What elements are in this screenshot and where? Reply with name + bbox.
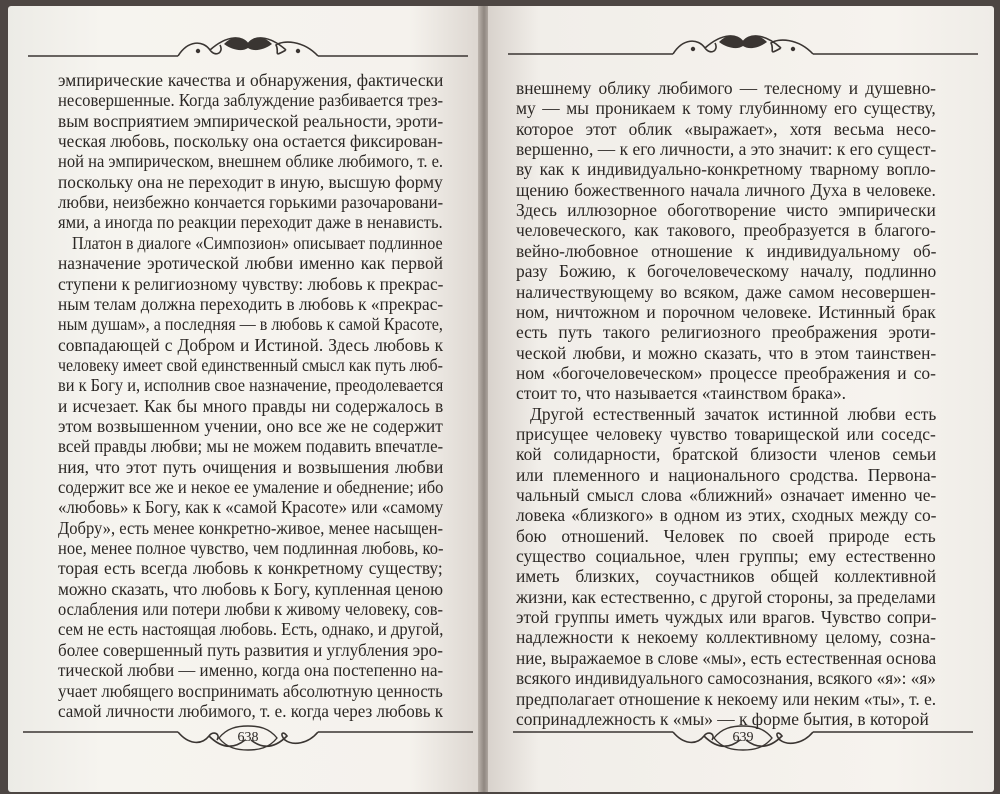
text-line: и исчезает. Как бы много правды ни содержалось в	[58, 395, 444, 416]
text-line: стоит то, что называется «таинством брака».	[516, 383, 847, 404]
text-line: ния, что этот путь очищения и возвышения любви	[58, 456, 444, 477]
text-line: всякого индивидуального самосознания, всякого «я»: «я»	[516, 668, 936, 689]
text-line: ческой любви, и можно сказать, что в этом таинствен-	[516, 342, 937, 363]
text-line: ями, а иногда по реакции переходит даже в ненависть.	[58, 212, 443, 233]
text-line: человеческого, как такового, преобразуется в благого-	[516, 220, 936, 241]
text-line: Платон в диалоге «Симпозион» описывает подлинное	[72, 232, 443, 253]
text-line: вейно-любовное отношение к индивидуальному об-	[516, 240, 937, 261]
text-line: ступени к религиозному чувству: любовь к прекрас-	[58, 273, 444, 294]
text-line: назначение эротической любви именно как первой	[58, 253, 444, 274]
right-page	[488, 6, 994, 792]
text-line: содержит все же и некое ее умаление и обеднение; ибо	[58, 477, 444, 497]
text-line: ослабления или потери любви к живому человеку, сов-	[58, 599, 444, 620]
text-line: предполагает отношение к некоему или неким «ты», т. е.	[516, 688, 937, 709]
text-line: бою отношений. Человек по своей природе есть	[516, 525, 936, 546]
text-line: учает любящего воспринимать абсолютную ценность	[58, 680, 443, 701]
text-line: Здесь иллюзорное обоготворение чисто эмпирически	[516, 200, 936, 221]
left-page	[8, 6, 480, 792]
text-line: существо социальное, член группы; ему естественно	[516, 546, 936, 567]
text-line: которое этот облик «выражает», хотя весьма несо-	[516, 118, 937, 139]
text-line: иметь близких, соучастников общей коллективной	[516, 566, 937, 587]
text-line: или племенного и национального сродства. Первона-	[516, 464, 937, 485]
text-line: есть путь такого религиозного преображения эроти-	[516, 322, 936, 343]
text-line: надлежности к некоему коллективному целому, созна-	[516, 627, 936, 648]
text-line: ловека «близкого» в одном из этих, сходных между со-	[516, 505, 937, 526]
text-line: присущее человеку чувство товарищеской или соседс-	[516, 423, 936, 444]
text-line: кой солидарности, братской близости членов семьи	[516, 444, 937, 465]
text-line: любви, неизбежно кончается горькими разочаровани-	[58, 192, 444, 213]
text-line: ной на эмпирическом, внешнем облике любимого, т. е.	[58, 151, 444, 172]
text-line: торая есть всегда любовь к конкретному существу;	[58, 558, 443, 579]
text-line: наличествующему во всяком, даже самом несовершен-	[516, 281, 936, 302]
text-line: тической любви — именно, когда она постепенно на-	[58, 660, 444, 681]
text-line: совпадающей с Добром и Истиной. Здесь любовь к	[58, 334, 444, 355]
text-line: ческая любовь, поскольку она остается фиксирован-	[58, 131, 443, 152]
text-line: сем не есть настоящая любовь. Есть, однако, и другой,	[58, 619, 444, 640]
text-line: ви к Богу и, исполнив свое назначение, преодолевается	[58, 375, 444, 396]
text-line: му — мы проникаем к тому глубинному его существу,	[516, 98, 936, 119]
text-line: вершенно, — к его личности, а это значит: к его сущест-	[516, 139, 937, 160]
text-line: ние, выражаемое в слове «мы», есть естественная основа	[516, 647, 937, 668]
page-number: 639	[732, 730, 754, 745]
text-line: всей правды любви; мы не можем подавить впечатле-	[58, 436, 444, 457]
text-line: ное, менее полное чувство, чем подлинная любовь, ко-	[58, 538, 444, 559]
text-line: ном «богочеловеческом» процессе преображения и со-	[516, 362, 936, 383]
text-line: ву как к индивидуально-конкретному тварному вопло-	[516, 159, 936, 180]
text-line: Добру», есть менее конкретно-живое, менее насыщен-	[58, 517, 443, 538]
text-line: более совершенный путь развития и углубления эро-	[58, 639, 443, 660]
text-line: ным телам должна переходить в любовь к «прекрас-	[58, 293, 444, 314]
text-line: поскольку она не переходит в иную, высшую форму	[58, 171, 443, 192]
text-line: этом возвышенном учении, оно все же не содержит	[58, 415, 443, 436]
text-line: эмпирические качества и обнаружения, фактически	[58, 70, 444, 90]
page-number: 638	[237, 730, 259, 745]
text-line: сопринадлежность к «мы» — к форме бытия, в которой	[516, 708, 929, 729]
text-line: ным душам», а последняя — в любовь к самой Красоте,	[58, 314, 443, 335]
text-line: чальный смысл слова «ближний» означает именно че-	[516, 485, 937, 505]
text-line: можно сказать, что любовь к Богу, купленная ценою	[58, 578, 444, 599]
text-line: разу Божию, к богочеловеческому началу, подлинно	[516, 261, 937, 282]
text-line: внешнему облику любимого — телесному и душевно-	[516, 78, 936, 98]
text-line: ном, ничтожном и порочном человеке. Истинный брак	[516, 301, 936, 322]
header-ornament	[508, 28, 978, 62]
text-line: несовершенные. Когда заблуждение разбивается трез-	[58, 90, 444, 111]
text-line: «любовь» к Богу, как к «самой Красоте» или «самому	[58, 497, 444, 518]
text-line: этой группы иметь чуждых или врагов. Чувство сопри-	[516, 607, 937, 628]
text-line: жизни, как естественно, с другой стороны, за пределами	[516, 586, 936, 607]
header-ornament	[28, 30, 468, 64]
text-line: человеку имеет свой единственный смысл как путь люб-	[58, 354, 443, 375]
text-line: самой личности любимого, т. е. когда через любовь к	[58, 700, 444, 721]
text-line: Другой естественный зачаток истинной любви есть	[530, 403, 937, 424]
text-line: щению божественного начала личного Духа в человеке.	[516, 179, 936, 200]
text-line: вым восприятием эмпирической реальности, эроти-	[58, 110, 444, 131]
